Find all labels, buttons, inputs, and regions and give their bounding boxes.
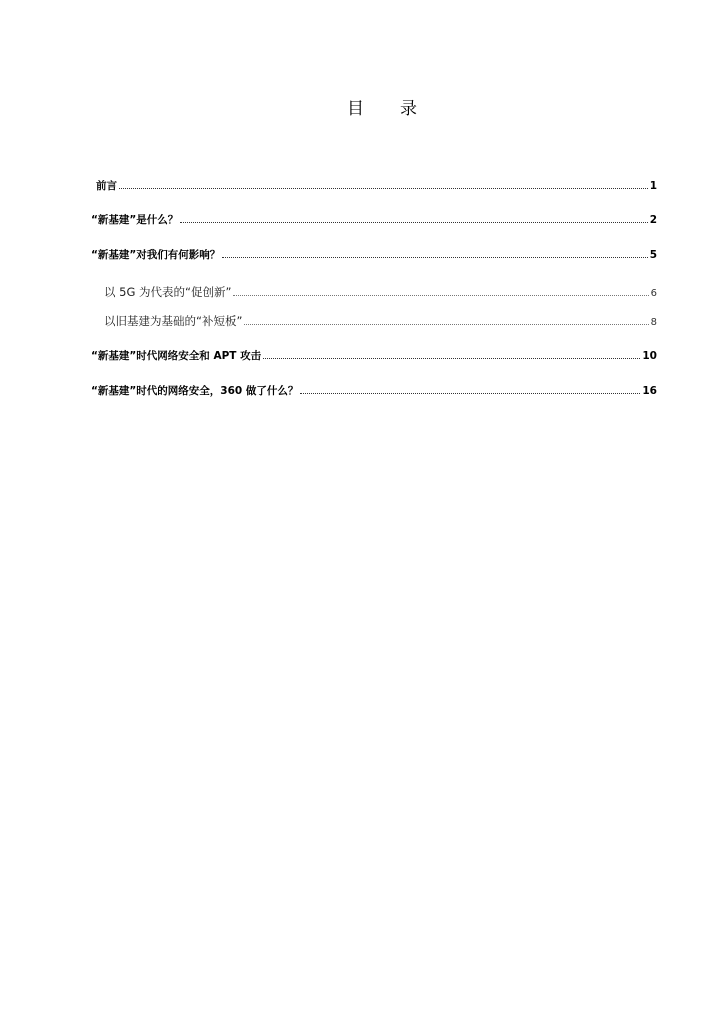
toc-leader-dots (222, 256, 647, 258)
toc-page-number: 10 (642, 350, 657, 362)
toc-leader-dots (180, 221, 647, 223)
toc-page-number: 6 (650, 288, 657, 299)
toc-leader-dots (300, 392, 640, 394)
toc-entry-text: “新基建”时代网络安全和 APT 攻击 (91, 350, 262, 362)
toc-page-number: 8 (650, 317, 657, 328)
toc-leader-dots (244, 323, 648, 325)
toc-entry-text: “新基建”时代的网络安全，360 做了什么？ (91, 385, 299, 397)
toc-entry-5g-innovation[interactable] (104, 284, 657, 300)
toc-entry-360-actions[interactable] (91, 383, 657, 399)
toc-entry-text: 以旧基建为基础的“补短板” (104, 314, 243, 328)
toc-entry-impact[interactable] (91, 247, 657, 263)
toc-title-char-1: 目 (347, 99, 364, 119)
toc-leader-dots (119, 187, 648, 189)
toc-entry-text: 前言 (96, 180, 117, 192)
toc-page-number: 1 (649, 180, 657, 192)
toc-title-char-2: 录 (400, 99, 417, 119)
toc-entry-text: 以 5G 为代表的“促创新” (104, 285, 232, 299)
toc-page-number: 5 (649, 249, 657, 261)
toc-entry-what-is-new-infrastructure[interactable] (91, 212, 657, 228)
toc-entry-text: “新基建”对我们有何影响？ (91, 249, 221, 261)
toc-page-number: 2 (649, 214, 657, 226)
toc-leader-dots (233, 294, 648, 296)
toc-leader-dots (263, 357, 640, 359)
toc-entry-shortcomings[interactable] (104, 313, 657, 329)
toc-entry-text: “新基建”是什么？ (91, 214, 179, 226)
toc-entry-preface[interactable] (96, 178, 657, 194)
toc-page-number: 16 (642, 385, 657, 397)
toc-entry-apt-attacks[interactable] (91, 348, 657, 364)
